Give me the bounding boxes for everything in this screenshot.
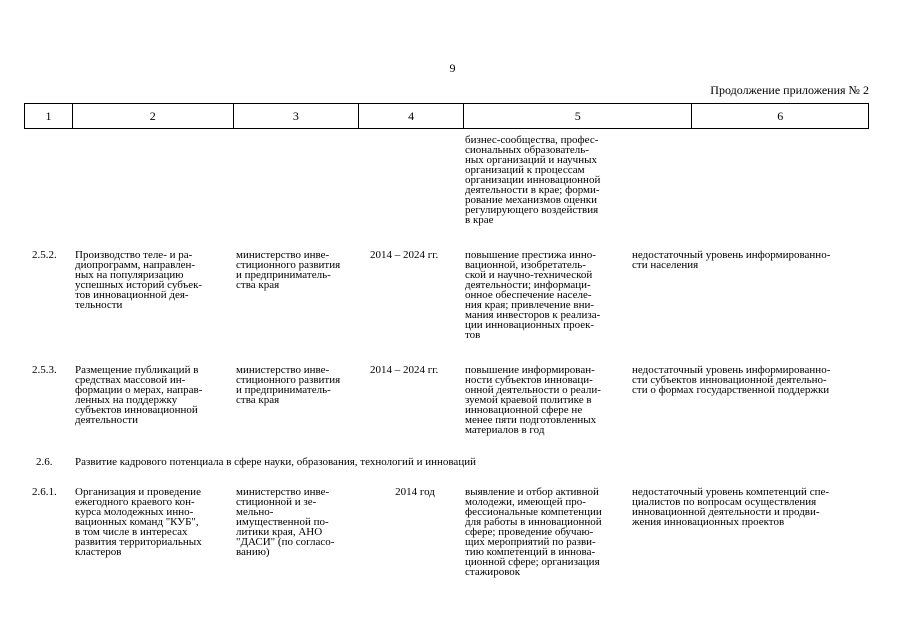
term: 2014 год [395,486,435,498]
row-number: 2.5.2. [32,249,57,261]
header-col-2: 2 [73,104,234,128]
section-title: Развитие кадрового потенциала в сфере науки, образования, технологий и инноваций [75,456,476,468]
expected-result: повышение информирован- ности субъектов инноваци- онной деятельности о реали- зуемой краевой политике в инновационной сфере не менее пяти подготовленных материалов в год [465,364,601,436]
row-number: 2.5.3. [32,364,57,376]
risk: недостаточный уровень информированно- сти населения [632,249,831,271]
expected-result: выявление и отбор активной молодежи, имеющей про- фессиональные компетенции для работы в инновационной сфере; проведение обучаю- щих мероприятий по разви- тию компетенций в иннова- ционной сфере; организация стажировок [465,486,602,578]
risk: недостаточный уровень компетенций спе- циалистов по вопросам осуществления инновационной деятельности и продви- жения инновационных проектов [632,486,830,528]
page-number: 9 [449,61,456,75]
continuation-caption: Продолжение приложения № 2 [710,83,869,97]
header-col-3: 3 [234,104,360,128]
executor: министерство инве- стиционного развития и предприниматель- ства края [236,249,341,291]
header-col-6: 6 [777,109,784,123]
header-col-1: 1 [25,104,73,128]
continued-result-text: бизнес-сообщества, профес- сиональных образователь- ных организаций и научных организаций к процессам организации инновационной деятельности в крае; форми- рование механизмов оценки регулирующего воздействия в крае [465,134,601,226]
term: 2014 – 2024 гг. [370,249,439,261]
measure-name: Производство теле- и ра- диопрограмм, направлен- ных на популяризацию успешных историй субъек- тов инновационной дея- тельности [75,249,203,311]
executor: министерство инве- стиционной и зе- мельно- имущественной по- литики края, АНО "ДАСИ" (по согласо- ванию) [236,486,335,558]
measure-name: Организация и проведение ежегодного краевого кон- курса молодежных инно- вационных команд "КУБ", в том числе в интересах развития территориальных кластеров [75,486,202,558]
expected-result: повышение престижа инно- вационной, изобретатель- ской и научно-технической деятельности; информаци- онное обеспечение населе- ния края; привлечение вни- мания инвесторов к реализа- ции инновационных проек- тов [465,249,601,341]
header-col-5: 5 [464,104,692,128]
section-number: 2.6. [36,456,53,468]
risk: недостаточный уровень информированно- сти субъектов инновационной деятельно- сти о формах государственной поддержки [632,364,831,396]
executor: министерство инве- стиционного развития и предприниматель- ства края [236,364,341,406]
header-col-4: 4 [359,104,464,128]
table-header-row [24,103,869,129]
term: 2014 – 2024 гг. [370,364,439,376]
measure-name: Размещение публикаций в средствах массовой ин- формации о мерах, направ- ленных на поддержку субъектов инновационной деятельности [75,364,203,426]
row-number: 2.6.1. [32,486,57,498]
